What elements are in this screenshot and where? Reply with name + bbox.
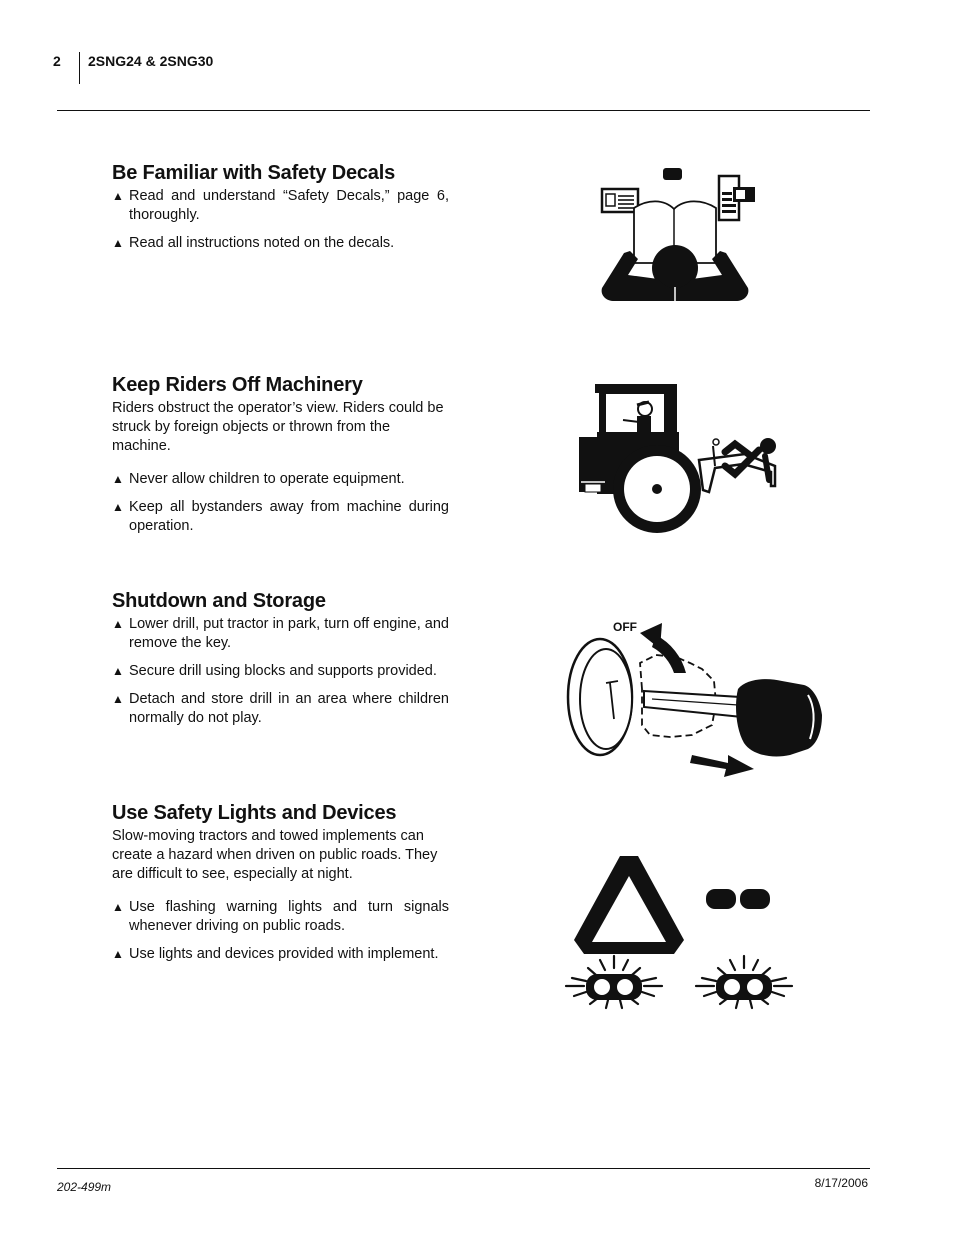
list-item: ▲ Secure drill using blocks and supports provided. [112, 663, 437, 679]
section-heading: Use Safety Lights and Devices [112, 802, 397, 824]
section-heading: Shutdown and Storage [112, 590, 326, 612]
list-item: ▲ Never allow children to operate equipment. [112, 471, 405, 487]
bullet-list [112, 615, 449, 728]
section-heading: Keep Riders Off Machinery [112, 374, 363, 396]
list-item: ▲ Keep all bystanders away from machine during operation. [112, 499, 449, 534]
amber-light-pair-icon [704, 886, 772, 912]
triangle-bullet-icon: ▲ [112, 692, 124, 706]
person-reading-manual-icon [598, 163, 758, 308]
flashing-lights-icon [692, 952, 796, 1012]
triangle-bullet-icon: ▲ [112, 472, 124, 486]
triangle-bullet-icon: ▲ [112, 236, 124, 250]
bullet-list [112, 898, 449, 964]
off-label: OFF [613, 620, 637, 634]
section-safety-decals [112, 162, 449, 262]
triangle-bullet-icon: ▲ [112, 664, 124, 678]
section-shutdown-storage [112, 590, 449, 737]
document-title: 2SNG24 & 2SNG30 [88, 53, 214, 69]
triangle-bullet-icon: ▲ [112, 500, 124, 514]
list-item: ▲ Use lights and devices provided with implement. [112, 946, 439, 962]
section-intro: Riders obstruct the operator’s view. Riders could be struck by foreign objects or thrown from the machine. [112, 400, 444, 454]
list-item: ▲ Lower drill, put tractor in park, turn off engine, and remove the key. [112, 616, 449, 651]
document-number: 202-499m [57, 1180, 112, 1194]
flashing-lights-icon [562, 952, 666, 1012]
header-rule [57, 110, 870, 111]
section-keep-riders-off [112, 374, 449, 545]
section-safety-lights [112, 802, 449, 973]
footer-rule [57, 1168, 870, 1169]
section-heading: Be Familiar with Safety Decals [112, 162, 396, 184]
header-divider [79, 52, 80, 84]
list-item: ▲ Read and understand “Safety Decals,” page 6, thoroughly. [112, 188, 449, 223]
triangle-bullet-icon: ▲ [112, 189, 124, 203]
list-item: ▲ Read all instructions noted on the decals. [112, 235, 395, 251]
triangle-bullet-icon: ▲ [112, 900, 124, 914]
revision-date: 8/17/2006 [814, 1176, 868, 1190]
bullet-list [112, 470, 449, 536]
ignition-key-off-icon [560, 615, 832, 780]
slow-moving-vehicle-sign-icon [570, 852, 688, 956]
section-intro: Slow-moving tractors and towed implements can create a hazard when driven on public roads. They are difficult to see, especially at night. [112, 828, 438, 882]
triangle-bullet-icon: ▲ [112, 617, 124, 631]
list-item: ▲ Use flashing warning lights and turn signals whenever driving on public roads. [112, 899, 449, 934]
list-item: ▲ Detach and store drill in an area where children normally do not play. [112, 691, 449, 726]
triangle-bullet-icon: ▲ [112, 947, 124, 961]
tractor-rider-icon [575, 382, 785, 537]
page-number: 2 [53, 53, 61, 69]
bullet-list [112, 187, 449, 253]
